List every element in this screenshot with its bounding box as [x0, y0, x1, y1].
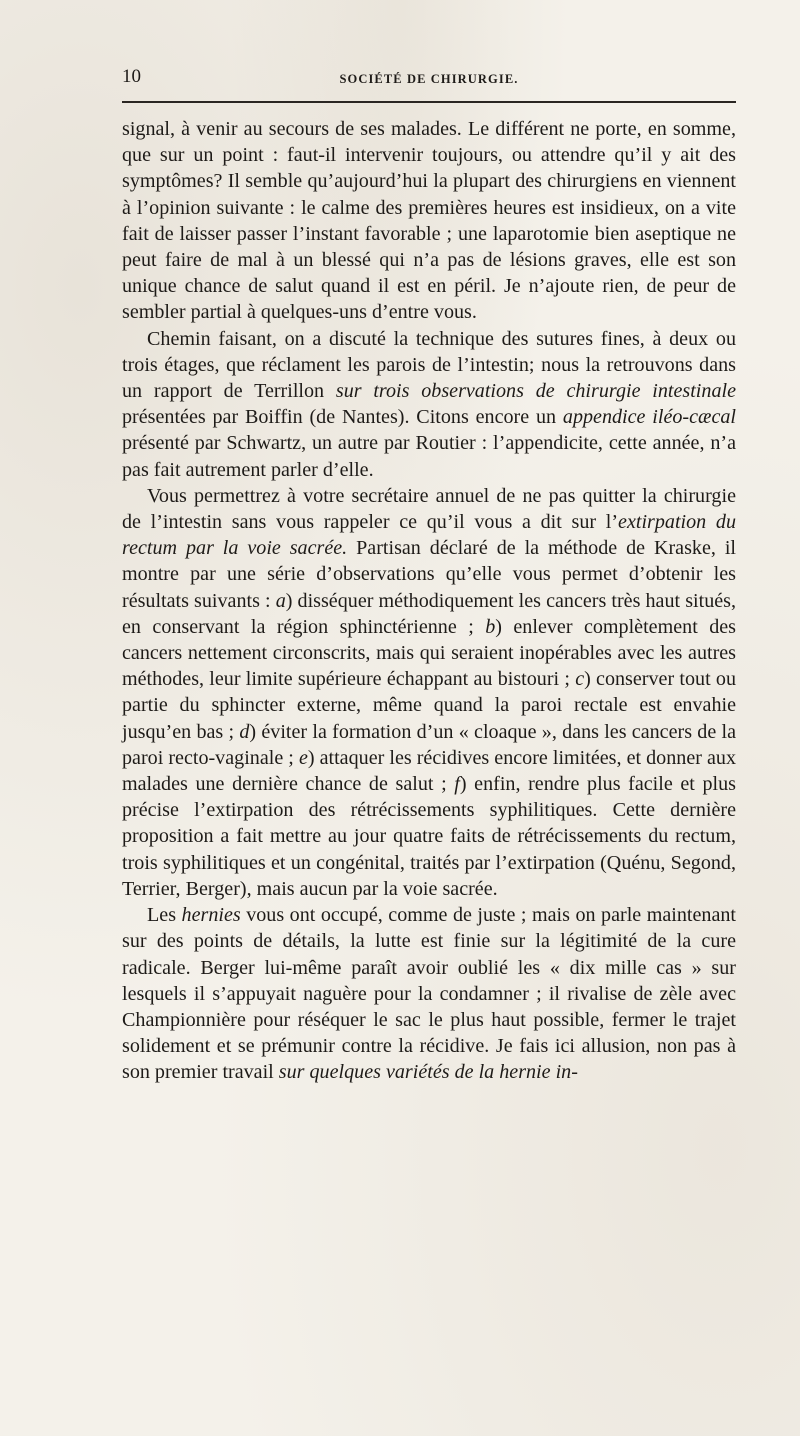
italic-text: sur quelques variétés de la hernie in-: [278, 1061, 578, 1084]
text-run: ) enfin, rendre plus facile et plus précise l’extirpation des rétrécissements syphilitiques. Cette dernière proposition a fait mettre au jour quatre faits de rétrécissements du rectum, trois syphilitiques et un congénital, traités par l’extirpation (Quénu, Segond, Terrier, Berger), mais aucun par la voie sacrée.: [122, 773, 736, 900]
text-run: Partisan déclaré de la méthode de Kraske, il montre par une série d’observations qu’elle vous permet d’obtenir les résultats suivants :: [122, 537, 736, 612]
italic-text: e: [298, 746, 308, 769]
text-run: ) éviter la formation d’un « cloaque », dans les cancers de la paroi recto-vaginale ;: [122, 720, 737, 769]
text-run: présenté par Schwartz, un autre par Routier : l’appendicite, cette année, n’a pas fait autrement parler d’elle.: [122, 432, 736, 481]
page-number: 10: [122, 66, 141, 87]
italic-text: c: [575, 668, 585, 691]
text-run: ) conserver tout ou partie du sphincter externe, même quand la paroi rectale est envahie jusqu’en bas ;: [122, 668, 736, 743]
body-text: [122, 116, 736, 1086]
italic-text: b: [485, 615, 496, 638]
italic-text: appendice iléo-cæcal: [562, 406, 736, 429]
header-rule: [122, 101, 736, 103]
italic-text: a: [275, 589, 286, 612]
running-title: SOCIÉTÉ DE CHIRURGIE.: [339, 72, 519, 86]
text-run: présentées par Boiffin (de Nantes). Citons encore un: [122, 406, 563, 429]
running-head: [122, 62, 736, 92]
paragraph-p3: [122, 483, 736, 902]
italic-text: sur trois observations de chirurgie intestinale: [335, 380, 736, 403]
text-run: ) enlever complètement des cancers nettement circonscrits, mais qui seraient inopérables avec les autres méthodes, leur limite supérieure échappant au bistouri ;: [122, 615, 736, 691]
text-run: Chemin faisant, on a discuté la technique des sutures fines, à deux ou trois étages, que réclament les parois de l’intestin; nous la retrouvons dans un rapport de Terrillon: [122, 327, 736, 403]
italic-text: d: [239, 720, 250, 743]
text-run: vous ont occupé, comme de juste ; mais on parle maintenant sur des points de détails, la lutte est finie sur la légitimité de la cure radicale. Berger lui-même paraît avoir oublié les « dix mille cas » sur lesquels il s’appuyait naguère pour la condamner ; il rivalise de zèle avec Championnière pour réséquer le sac le plus haut possible, fermer le trajet solidement et se prémunir contre la récidive. Je fais ici allusion, non pas à son premier travail: [122, 904, 736, 1084]
italic-text: extirpation du rectum par la voie sacrée.: [122, 511, 736, 560]
paragraph-p1: [122, 116, 736, 326]
text-run: Vous permettrez à votre secrétaire annuel de ne pas quitter la chirurgie de l’intestin sans vous rappeler ce qu’il vous a dit sur l’: [122, 484, 736, 534]
text-run: signal, à venir au secours de ses malades. Le différent ne porte, en somme, que sur un point : faut-il intervenir toujours, ou attendre qu’il y ait des symptômes? Il semble qu’aujourd’hui la plupart des chirurgiens en viennent à l’opinion suivante : le calme des premières heures est insidieux, on a vite fait de laisser passer l’instant favorable ; une laparotomie bien aseptique ne peut faire de mal à un blessé qui n’a pas de lésions graves, elle est son unique chance de salut quand il est en péril. Je n’ajoute rien, de peur de sembler partial à quelques-uns d’entre vous.: [122, 118, 736, 324]
text-run: ) attaquer les récidives encore limitées, et donner aux malades une dernière chance de salut ;: [122, 746, 736, 796]
paragraph-p4: [122, 902, 736, 1085]
italic-text: hernies: [181, 904, 241, 927]
italic-text: f: [454, 773, 460, 796]
text-run: ) disséquer méthodiquement les cancers très haut situés, en conservant la région sphinctérienne ;: [122, 589, 736, 638]
text-run: Les: [147, 904, 182, 927]
paragraph-p2: [122, 326, 736, 483]
